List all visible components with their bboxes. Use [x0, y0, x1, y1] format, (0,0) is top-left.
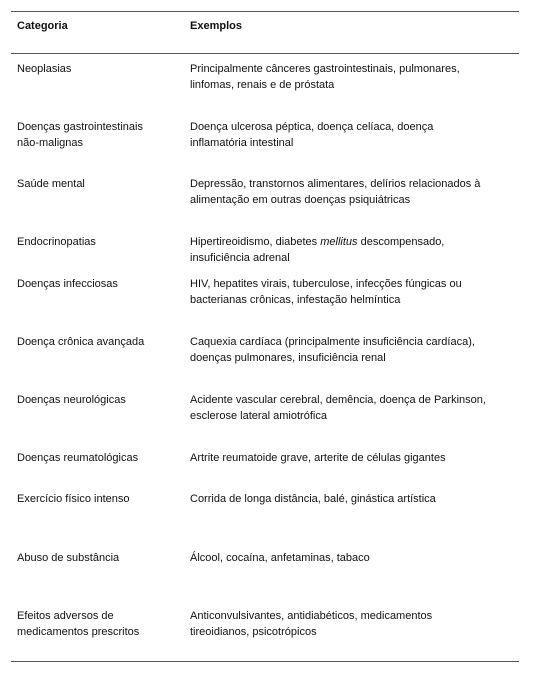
category-cell — [17, 234, 177, 250]
category-text: Doenças infecciosas — [17, 278, 118, 290]
category-text: Doenças neurológicas — [17, 394, 126, 406]
category-cell — [17, 450, 177, 466]
examples-line: tireoidianos, psicotrópicos — [190, 626, 317, 638]
examples-line: Principalmente cânceres gastrointestinais, pulmonares, — [190, 63, 460, 75]
examples-line: Caquexia cardíaca (principalmente insuficiência cardíaca), — [190, 336, 475, 348]
examples-line: Álcool, cocaína, anfetaminas, tabaco — [190, 552, 370, 564]
category-text: Neoplasias — [17, 63, 72, 75]
examples-cell — [190, 491, 515, 507]
header-exemplos: Exemplos — [190, 20, 242, 32]
examples-line: Depressão, transtornos alimentares, delírios relacionados à — [190, 178, 481, 190]
category-line: medicamentos prescritos — [17, 626, 140, 638]
examples-line: bacterianas crônicas, infestação helmíntica — [190, 294, 401, 306]
examples-line: esclerose lateral amiotrófica — [190, 410, 327, 422]
examples-line: linfomas, renais e de próstata — [190, 79, 335, 91]
examples-cell — [190, 119, 515, 151]
examples-line: Anticonvulsivantes, antidiabéticos, medicamentos — [190, 610, 433, 622]
category-line: não-malignas — [17, 137, 84, 149]
table-header-rule — [11, 53, 519, 54]
category-text: Endocrinopatias — [17, 236, 96, 248]
category-cell — [17, 550, 177, 566]
examples-cell — [190, 334, 515, 366]
examples-cell — [190, 61, 515, 93]
examples-text: Hipertireoidismo, diabetes — [190, 236, 321, 248]
examples-italic-text: mellitus — [320, 236, 358, 248]
header-categoria: Categoria — [17, 20, 68, 32]
examples-line: HIV, hepatites virais, tuberculose, infecções fúngicas ou — [190, 278, 462, 290]
category-text: Exercício físico intenso — [17, 493, 130, 505]
table-bottom-rule — [11, 661, 519, 662]
examples-line: Corrida de longa distância, balé, ginástica artística — [190, 493, 436, 505]
examples-cell — [190, 176, 515, 208]
category-cell — [17, 61, 177, 77]
category-cell — [17, 608, 177, 640]
category-text: Abuso de substância — [17, 552, 120, 564]
examples-line: inflamatória intestinal — [190, 137, 294, 149]
category-cell — [17, 119, 177, 151]
examples-cell — [190, 550, 515, 566]
category-text: Doenças reumatológicas — [17, 452, 139, 464]
category-text: Doença crônica avançada — [17, 336, 145, 348]
category-line: Doenças gastrointestinais — [17, 121, 143, 133]
examples-line: insuficiência adrenal — [190, 252, 290, 264]
category-text: Saúde mental — [17, 178, 85, 190]
examples-line — [190, 234, 515, 250]
category-cell — [17, 491, 177, 507]
examples-cell — [190, 276, 515, 308]
category-cell — [17, 176, 177, 192]
examples-line: Doença ulcerosa péptica, doença celíaca, doença — [190, 121, 434, 133]
examples-cell — [190, 392, 515, 424]
category-cell — [17, 276, 177, 292]
category-cell — [17, 392, 177, 408]
table-top-rule — [11, 11, 519, 12]
examples-line: doenças pulmonares, insuficiência renal — [190, 352, 386, 364]
examples-cell — [190, 450, 515, 466]
examples-cell — [190, 608, 515, 640]
category-line: Efeitos adversos de — [17, 610, 114, 622]
examples-line: alimentação em outras doenças psiquiátricas — [190, 194, 411, 206]
examples-line: Artrite reumatoide grave, arterite de células gigantes — [190, 452, 446, 464]
examples-line: Acidente vascular cerebral, demência, doença de Parkinson, — [190, 394, 486, 406]
category-cell — [17, 334, 177, 350]
examples-cell — [190, 234, 515, 266]
examples-text: descompensado, — [357, 236, 445, 248]
